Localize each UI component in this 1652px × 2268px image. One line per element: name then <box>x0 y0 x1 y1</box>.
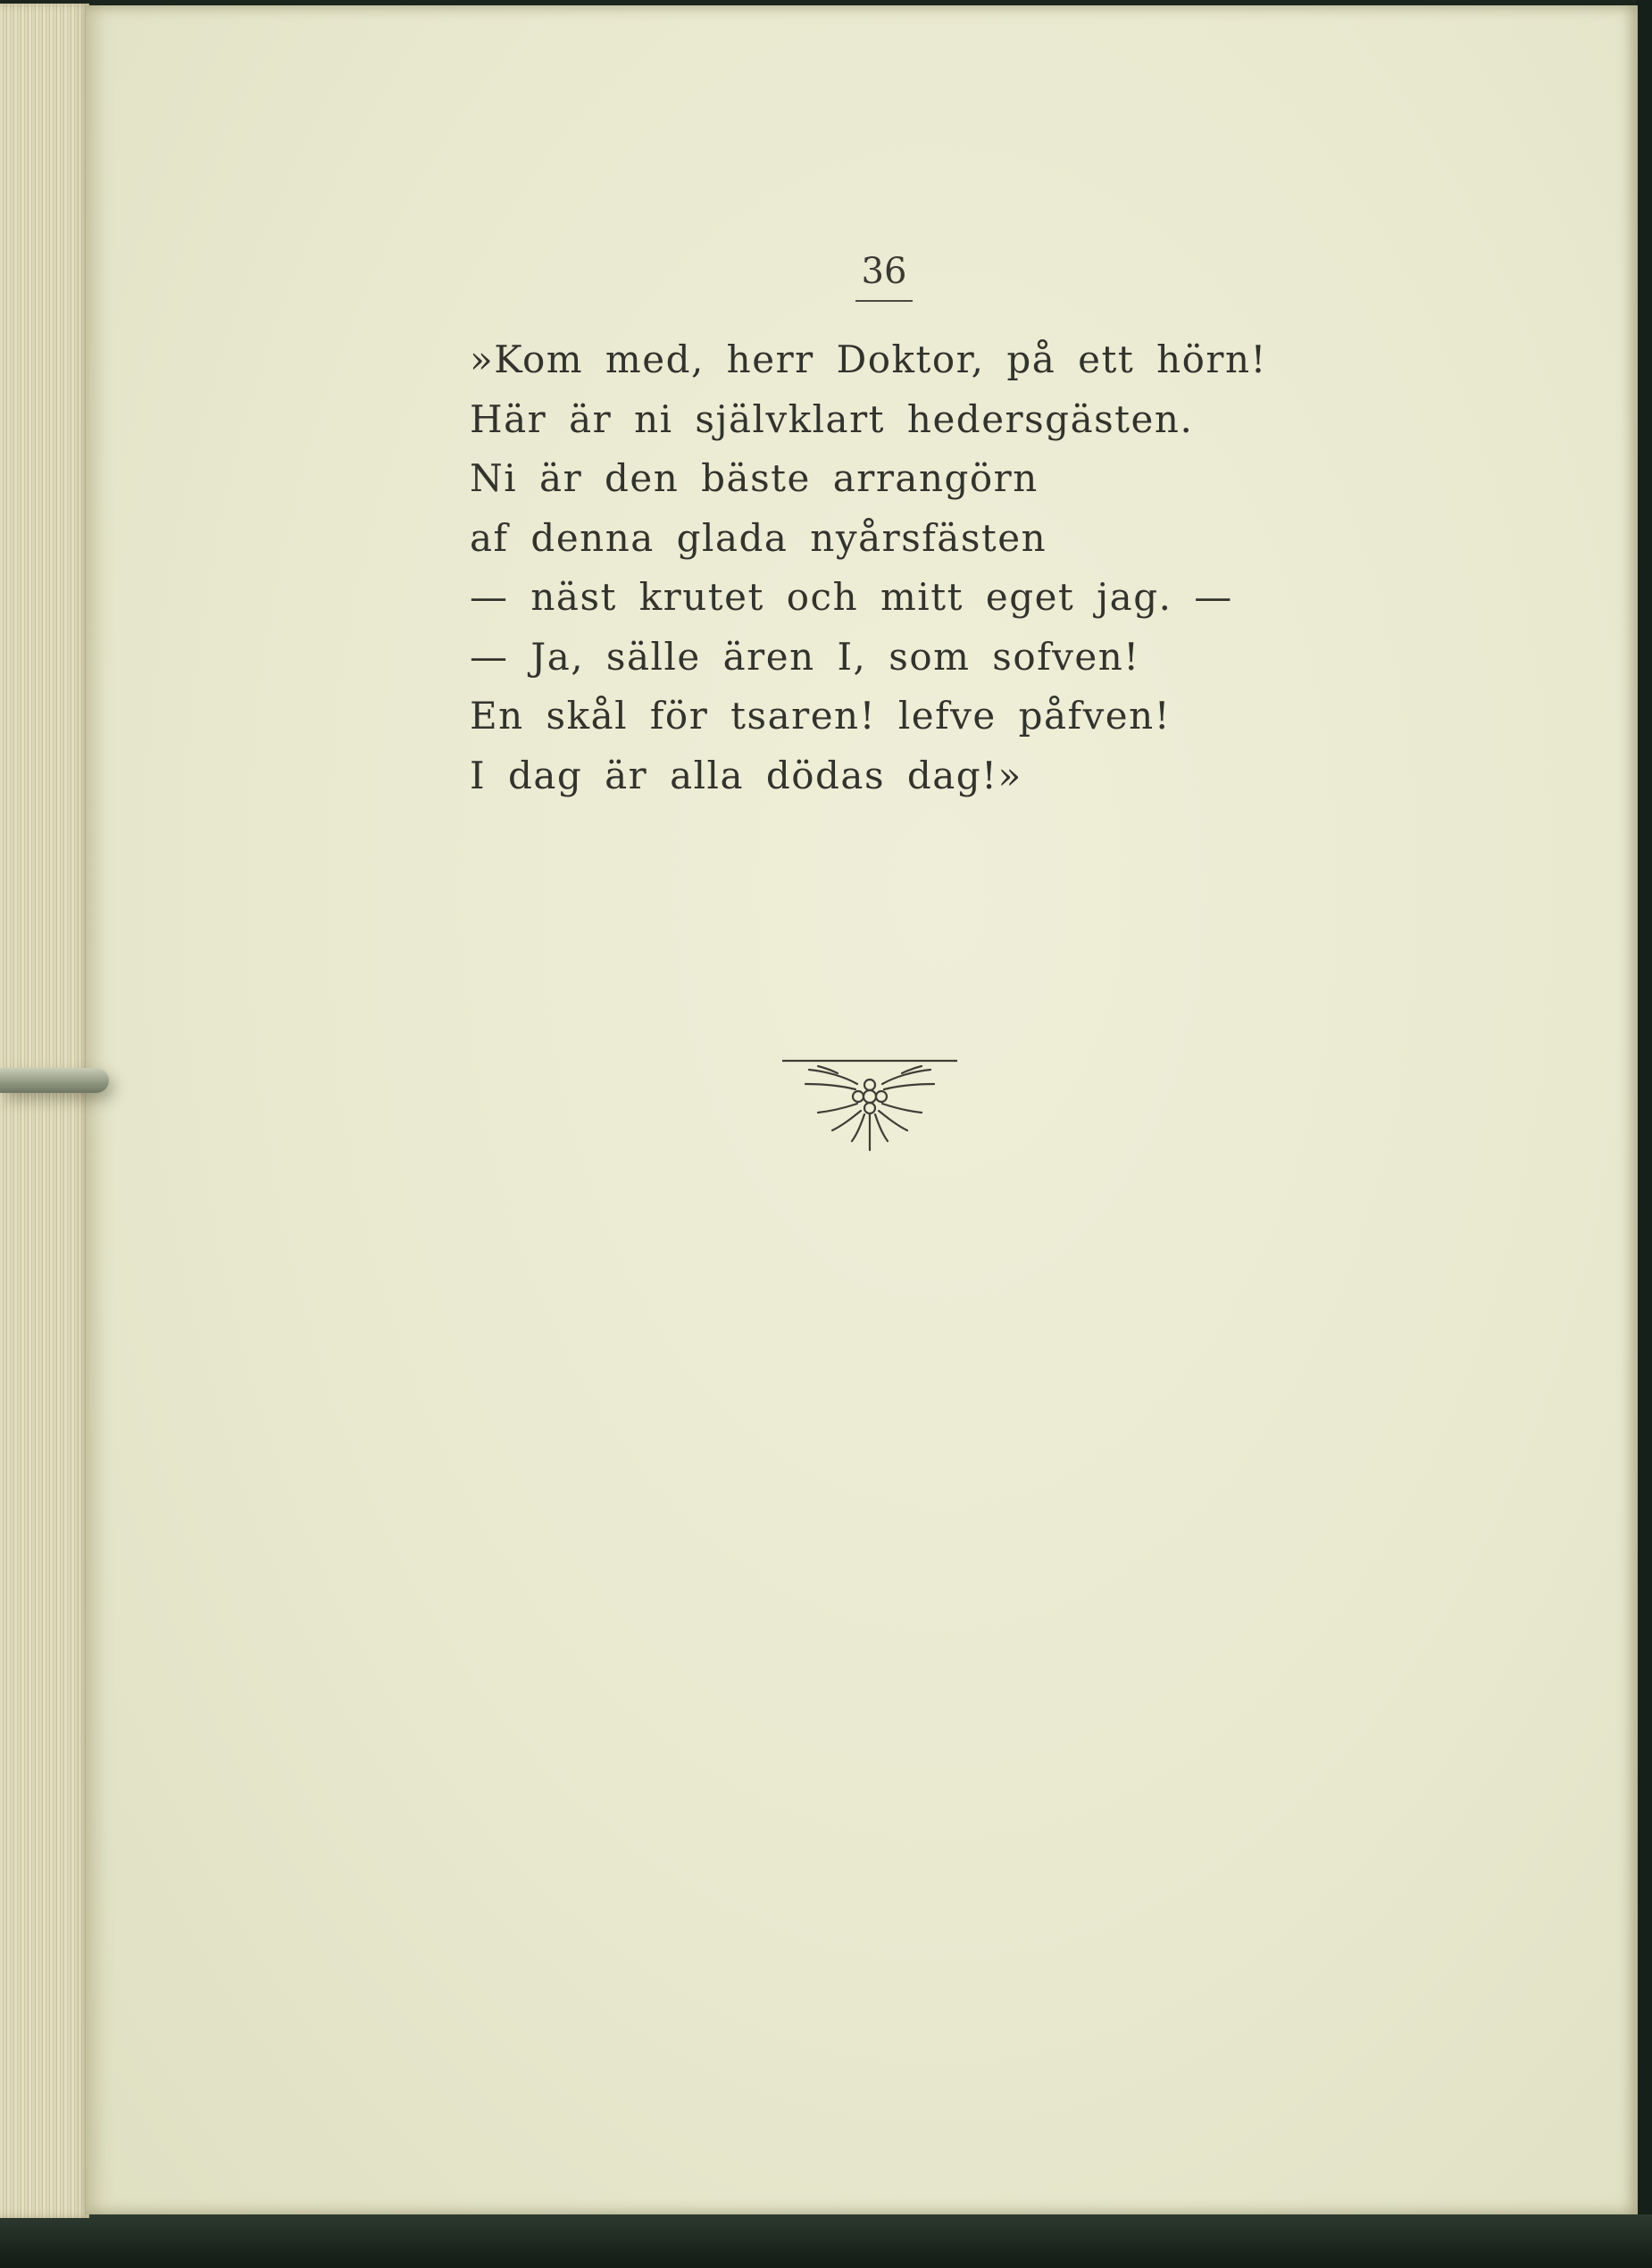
book-cover-bottom <box>0 2214 1652 2268</box>
book-cover-right <box>1636 0 1652 2268</box>
poem-line: — näst krutet och mitt eget jag. — <box>470 575 1233 619</box>
page-edges <box>0 4 89 2218</box>
page-number-text: 36 <box>861 251 907 292</box>
bookmark-tab <box>0 1068 109 1093</box>
poem-line: I dag är alla dödas dag!» <box>470 753 1022 797</box>
page-number <box>848 250 920 302</box>
poem-line: »Kom med, herr Doktor, på ett hörn! <box>470 338 1267 381</box>
poem-line: Ni är den bäste arrangörn <box>470 456 1039 500</box>
poem-line: Här är ni självklart hedersgästen. <box>470 396 1194 441</box>
poem-line: En skål för tsaren! lefve påfven! <box>470 694 1172 738</box>
poem-line: af denna glada nyårsfästen <box>470 515 1047 560</box>
poem-stanza <box>470 330 1363 805</box>
page-number-rule <box>855 300 913 302</box>
poem-line: — Ja, sälle ären I, som sofven! <box>470 634 1140 679</box>
floral-tailpiece-ornament-icon <box>782 1057 957 1155</box>
